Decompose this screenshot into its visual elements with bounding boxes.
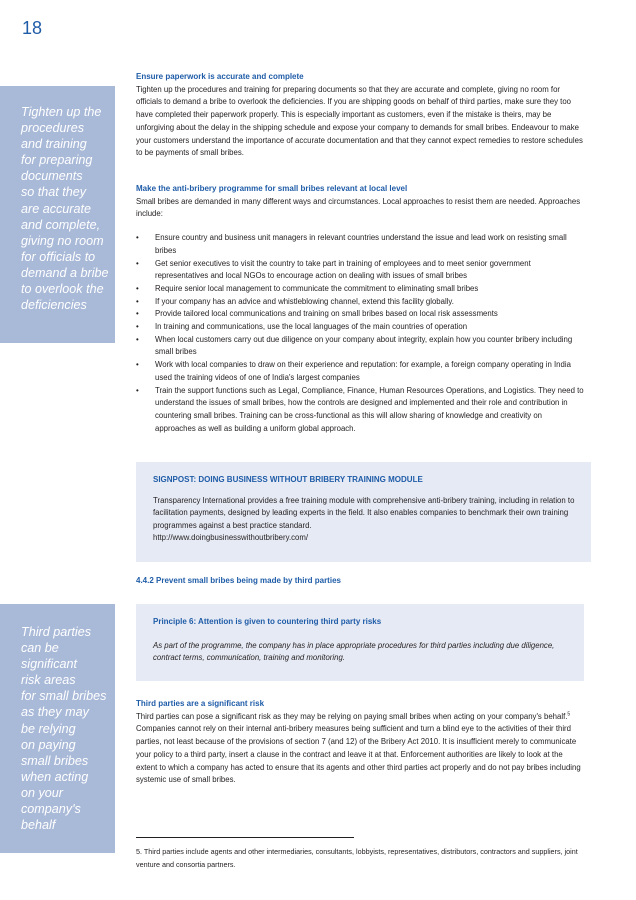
section-heading: Ensure paperwork is accurate and complete	[136, 72, 304, 81]
subsection-heading: 4.4.2 Prevent small bribes being made by third parties	[136, 576, 341, 585]
principle-heading: Principle 6: Attention is given to countering third party risks	[153, 617, 382, 626]
approaches-list	[136, 232, 584, 435]
list-item: • If your company has an advice and whistleblowing channel, extend this facility globally.	[136, 296, 584, 309]
list-item: • Provide tailored local communications and training on small bribes based on local risk assessments	[136, 308, 584, 321]
section-heading: Make the anti-bribery programme for small bribes relevant at local level	[136, 184, 408, 193]
section-third-parties-title	[136, 575, 584, 588]
bullet-marker: •	[136, 296, 139, 306]
list-item: • In training and communications, use the local languages of the main countries of operation	[136, 321, 584, 334]
bullet-marker: •	[136, 360, 139, 370]
section-body: Third parties can pose a significant risk as they may be relying on paying small bribes when acting on your company's behalf.$^5$ Companies cannot rely on their internal anti-bribery measures being sufficient and turn a blind eye to the activities of their third parties, not least because of the provisions of section 7 (and 12) of the Bribery Act 2010. It is insufficient merely to communicate your policy to a third party, insert a clause in the contract and leave it at that. Enforcement authorities are likely to look at the extent to which a company has acted to ensure that its agents and other third parties act properly and do not pay bribes including systemic use of small bribes.	[136, 711, 581, 785]
section-body: Small bribes are demanded in many different ways and circumstances. Local approaches to resist them are needed. Approaches include:	[136, 196, 581, 219]
bullet-marker: •	[136, 258, 139, 268]
bullet-marker: •	[136, 385, 139, 395]
list-item: • Ensure country and business unit managers in relevant countries understand the issue and lead work on resisting small bribes	[136, 233, 567, 255]
pull-quote-text: Tighten up the procedures and training for preparing documents so that they are accurate and complete, giving no room for officials to demand a bribe to overlook the deficiencies	[21, 105, 109, 313]
signpost-body: Transparency International provides a free training module with comprehensive anti-bribery training, including in relation to facilitation payments, designed by leading experts in the field. It also enables companies to benchmark their own training programmes against a best practice standard.	[153, 495, 575, 530]
pull-quote-text: Third parties can be significant risk areas for small bribes as they may be relying on paying small bribes when acting on your company's behalf	[21, 625, 107, 833]
principle-box	[136, 604, 584, 681]
bullet-marker: •	[136, 283, 139, 293]
bullet-marker: •	[136, 233, 139, 243]
section-body: Tighten up the procedures and training for preparing documents so that they are accurate and complete, giving no room for officials to demand a bribe to overlook the deficiencies. If you are shipping goods on behalf of third parties, make sure they too have completed their paperwork properly. This is especially important as customers, even if the mistake is theirs, may be unforgiving about the delay in the shipping schedule and expose your company to demands for small bribes. Endeavour to make your customers understand the importance of accurate documentation and that they cannot expect remedies to restore schedules to be payments of small bribes.	[136, 84, 583, 158]
list-item: • Train the support functions such as Legal, Compliance, Finance, Human Resources Operations, and Logistics. They need to understand the issues of small bribes, how the controls are designed and implemented and their role and contribution in countering small bribes. Training can be cross-functional as this will allow sharing of knowledge and creativity on approaches as well as building a uniform global approach.	[136, 385, 584, 433]
principle-body: As part of the programme, the company has in place appropriate procedures for third parties including due diligence, contract terms, communication, training and monitoring.	[153, 640, 555, 663]
page-number: 18	[22, 18, 43, 38]
pull-quote-third-parties	[0, 604, 115, 853]
list-item: • When local customers carry out due diligence on your company about integrity, explain how you counter bribery including small bribes	[136, 334, 573, 357]
bullet-marker: •	[136, 322, 139, 332]
footnote-divider	[136, 837, 354, 838]
list-item: • Require senior local management to communicate the commitment to eliminating small bribes	[136, 283, 584, 296]
bullet-marker: •	[136, 334, 139, 344]
signpost-heading: SIGNPOST: DOING BUSINESS WITHOUT BRIBERY TRAINING MODULE	[153, 475, 423, 484]
signpost-box	[136, 462, 591, 562]
bullet-marker: •	[136, 309, 139, 319]
signpost-url: http://www.doingbusinesswithoutbribery.com/	[153, 533, 309, 543]
section-paperwork	[136, 71, 584, 160]
section-local-level	[136, 183, 584, 435]
footnote-reference: 5	[567, 711, 571, 718]
section-heading: Third parties are a significant risk	[136, 699, 265, 708]
footnote: 5. Third parties include agents and other intermediaries, consultants, lobbyists, representatives, distributors, contractors and suppliers, joint venture and consortia partners.	[136, 847, 578, 869]
pull-quote-paperwork	[0, 86, 115, 343]
list-item: • Get senior executives to visit the country to take part in training of employees and to meet senior government representatives and local NGOs to encourage action on dealing with issues of small bribes	[136, 258, 531, 281]
list-item: • Work with local companies to draw on their experience and reputation: for example, a foreign company operating in India used the training videos of one of India's largest companies	[136, 360, 571, 382]
section-third-party-risk	[136, 698, 584, 787]
